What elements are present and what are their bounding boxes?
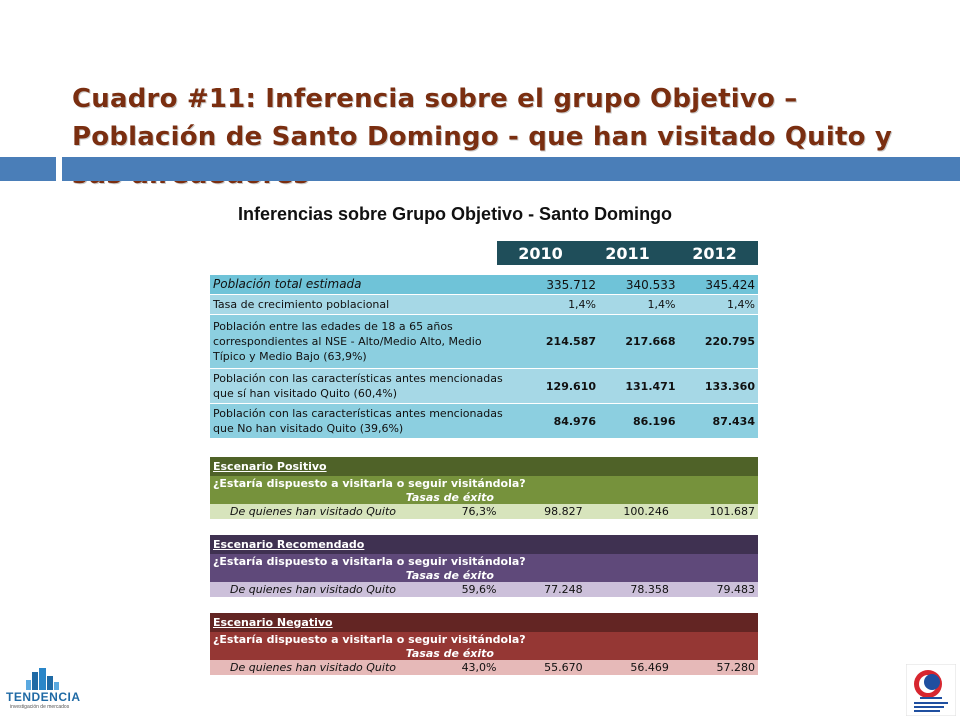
cell-2010: 214.587 [520,315,599,369]
success-rate: 76,3% [413,504,499,519]
cell-2011: 86.196 [599,404,678,439]
table-row [210,582,758,597]
slide-title: Cuadro #11: Inferencia sobre el grupo Objetivo – Población de Santo Domingo - que han visitado Quito y [72,84,893,152]
cell-2010: 335.712 [520,275,599,295]
quito-turismo-emblem-icon [906,664,956,716]
cell-2012: 79.483 [672,582,758,597]
quito-turismo-logo [906,664,956,716]
table-row [210,369,758,404]
success-rates-label: Tasas de éxito [210,568,758,582]
cell-2010: 98.827 [500,504,586,519]
success-rates-label: Tasas de éxito [210,646,758,660]
cell-2011: 217.668 [599,315,678,369]
cell-2010: 55.670 [500,660,586,675]
table-row [210,275,758,295]
year-2011: 2011 [584,241,671,265]
table-heading: Inferencias sobre Grupo Objetivo - Santo Domingo [238,204,673,224]
cell-2010: 1,4% [520,295,599,315]
cell-2012: 345.424 [678,275,758,295]
success-rate: 43,0% [413,660,499,675]
scenario-title: Escenario Positivo [210,457,758,476]
cell-2012: 220.795 [678,315,758,369]
cell-2011: 56.469 [586,660,672,675]
scenario-question: ¿Estaría dispuesto a visitarla o seguir visitándola? [210,476,758,490]
scenario-positive-table [210,457,758,519]
cell-2012: 133.360 [678,369,758,404]
cell-2010: 129.610 [520,369,599,404]
row-label: Población total estimada [210,275,520,295]
accent-bar-left [0,157,56,181]
cell-2012: 1,4% [678,295,758,315]
cell-2011: 100.246 [586,504,672,519]
row-label: De quienes han visitado Quito [210,660,413,675]
scenario-title: Escenario Negativo [210,613,758,632]
table-row [210,404,758,439]
cell-2011: 78.358 [586,582,672,597]
table-row [210,660,758,675]
success-rates-label: Tasas de éxito [210,490,758,504]
row-label: De quienes han visitado Quito [210,504,413,519]
year-2012: 2012 [671,241,758,265]
row-label: Población entre las edades de 18 a 65 años correspondientes al NSE - Alto/Medio Alto, Medio Típico y Medio Bajo (63,9%) [210,315,520,369]
year-header [497,241,758,265]
building-icon [4,668,86,692]
cell-2012: 101.687 [672,504,758,519]
scenario-recommended-table [210,535,758,597]
scenario-question: ¿Estaría dispuesto a visitarla o seguir visitándola? [210,554,758,568]
table-row [210,295,758,315]
tendencia-logo [4,668,86,716]
cell-2012: 87.434 [678,404,758,439]
cell-2010: 77.248 [500,582,586,597]
row-label: Población con las características antes mencionadas que No han visitado Quito (39,6%) [210,404,520,439]
cell-2011: 1,4% [599,295,678,315]
table-row [210,315,758,369]
accent-bar-right [62,157,960,181]
cell-2011: 131.471 [599,369,678,404]
row-label: Tasa de crecimiento poblacional [210,295,520,315]
scenario-title: Escenario Recomendado [210,535,758,554]
table-row [210,504,758,519]
row-label: Población con las características antes mencionadas que sí han visitado Quito (60,4%) [210,369,520,404]
scenario-question: ¿Estaría dispuesto a visitarla o seguir visitándola? [210,632,758,646]
scenario-negative-table [210,613,758,675]
tendencia-logo-text: TENDENCIA [6,690,81,704]
population-table [210,275,758,439]
tendencia-logo-tagline: investigación de mercados [10,704,70,710]
cell-2012: 57.280 [672,660,758,675]
cell-2010: 84.976 [520,404,599,439]
year-2010: 2010 [497,241,584,265]
success-rate: 59,6% [413,582,499,597]
row-label: De quienes han visitado Quito [210,582,413,597]
cell-2011: 340.533 [599,275,678,295]
